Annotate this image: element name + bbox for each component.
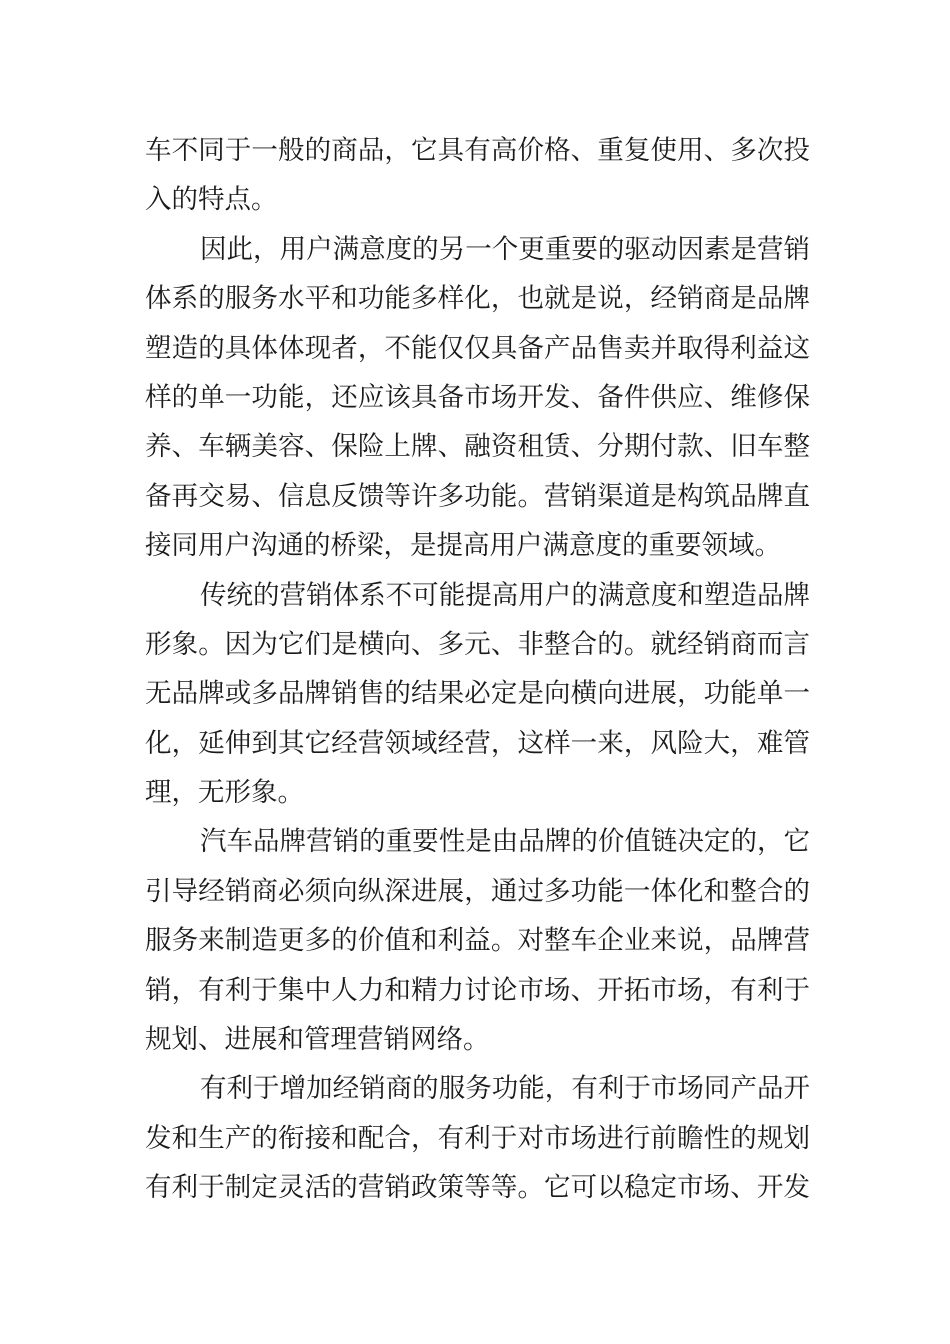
text-line: 接同用户沟通的桥梁，是提高用户满意度的重要领域。 — [145, 530, 781, 562]
text-line: 车不同于一般的商品，它具有高价格、重复使用、多次投 — [145, 135, 810, 166]
text-line: 形象。因为它们是横向、多元、非整合的。就经销商而言 — [145, 628, 810, 660]
text-line: 发和生产的衔接和配合，有利于对市场进行前瞻性的规划 — [145, 1122, 810, 1154]
text-line: 入的特点。 — [145, 184, 278, 216]
text-line: 引导经销商必须向纵深进展，通过多功能一体化和整合的 — [145, 875, 810, 907]
text-line: 理，无形象。 — [145, 777, 304, 809]
text-line: 化，延伸到其它经营领域经营，这样一来，风险大，难管 — [145, 727, 810, 759]
text-line: 服务来制造更多的价值和利益。对整车企业来说，品牌营 — [145, 925, 810, 957]
document-body — [145, 126, 810, 1213]
text-line: 销，有利于集中人力和精力讨论市场、开拓市场，有利于 — [145, 974, 810, 1006]
text-line: 无品牌或多品牌销售的结果必定是向横向进展，功能单一 — [145, 678, 810, 710]
text-line: 规划、进展和管理营销网络。 — [145, 1024, 490, 1056]
text-line: 体系的服务水平和功能多样化，也就是说，经销商是品牌 — [145, 283, 810, 315]
text-line: 塑造的具体体现者，不能仅仅具备产品售卖并取得利益这 — [145, 332, 810, 364]
text-line: 有利于增加经销商的服务功能，有利于市场同产品开 — [200, 1073, 810, 1105]
text-line: 养、车辆美容、保险上牌、融资租赁、分期付款、旧车整 — [145, 431, 810, 463]
text-line: 因此，用户满意度的另一个更重要的驱动因素是营销 — [200, 233, 810, 265]
text-line: 有利于制定灵活的营销政策等等。它可以稳定市场、开发 — [145, 1172, 810, 1204]
text-line: 备再交易、信息反馈等许多功能。营销渠道是构筑品牌直 — [145, 480, 810, 512]
text-line: 样的单一功能，还应该具备市场开发、备件供应、维修保 — [145, 381, 810, 413]
text-line: 汽车品牌营销的重要性是由品牌的价值链决定的，它 — [200, 826, 810, 858]
text-line: 传统的营销体系不可能提高用户的满意度和塑造品牌 — [200, 579, 810, 611]
